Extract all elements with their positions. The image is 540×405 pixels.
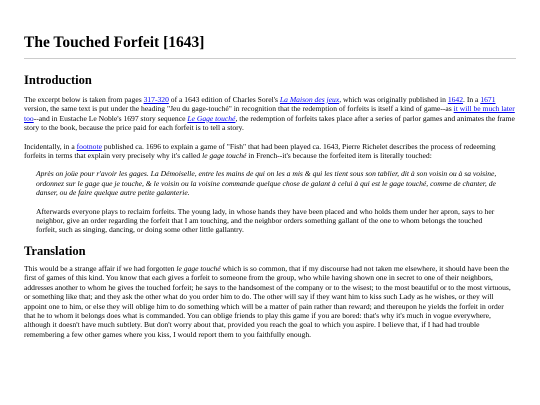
inline-link[interactable]: footnote [76, 141, 102, 151]
text-run: This would be a strange affair if we had forgotten [24, 263, 177, 273]
quote-translation-paragraph: Afterwards everyone plays to reclaim forfeits. The young lady, in whose hands they have been placed and who holds them under her apron, says to her neighbor, give an order regarding the forfeit that I am touching, and the neighbor orders something gallant of the one to whom belongs the touched forfeit, such as singing, dancing, or doing some other little gallantry. [36, 206, 495, 235]
text-run: which is so common, that if my discourse had not taken me elsewhere, it should have been the first of games of this kind. You know that each gives a forfeit to someone from the group, who while having shown one in secret to one of their neighbors, addresses another to whom he gives the touched forfeit; he says to the handsomest of the company or to the wisest; to the most beautiful or to the most virtuous, or something like that; and they ask the other what do you order him to do. The other will say if they want him to kiss such Lady as he wishes, or they will appoint one to him, or else they will oblige him to do something which will be a matter of pain rather than reward; and thereupon he yields the forfeit in order that he to whom it belongs does what is commanded. You can oblige friends to play this game if you are bored: that's why it's much in vogue everywhere, although it doesn't have much subtlety. But don't worry about that, provided you reach the goal to which you aspire. I believe that, if I had had trouble remembering a few other games where you kiss, I would report them to you faithfully enough. [24, 263, 511, 339]
text-run: , which was originally published in [339, 95, 448, 104]
text-run: , the redemption of forfeits takes place after a series of parlor games and animates the frame story to the book, because the price paid for each forfeit is to tell a story. [24, 113, 515, 133]
inline-link[interactable]: 1671 [480, 95, 496, 104]
text-run: version, the same text is put under the heading "Jeu du gage-touché" in recognition that the redemption of forfeits is itself a kind of game--as [24, 104, 454, 114]
text-run: in French--it's because the forfeited item is literally touched: [246, 151, 432, 161]
text-run: . In a [463, 95, 481, 104]
intro-paragraph-1 [24, 95, 516, 133]
italic-text: le gage touché [202, 151, 247, 161]
page-title: The Touched Forfeit [1643] [24, 0, 516, 59]
text-run: Incidentally, in a [24, 141, 77, 151]
text-run: The excerpt below is taken from pages [24, 95, 144, 104]
french-quote: Après on joüe pour r'avoir les gages. La Démoiselle, entre les mains de qui on les a mis & qui les tient sous son tablier, dit à son voisin ou à sa voisine, ordonnez sur le gage que je touche, & le voisin ou la voisine commande quelque chose de galant à celui à qui est le gage touché, comme de chanter, de danser, ou de faire quelque autre petite galanterie. [36, 169, 497, 198]
text-run: published ca. 1696 to explain a game of "Fish" that had been played ca. 1643, Pierre Richelet describes the process of redeeming forfeits in terms that explain very precisely why it's called [24, 141, 496, 161]
inline-link[interactable]: it will be much later too [24, 104, 515, 123]
inline-link[interactable]: La Maison des jeux [279, 95, 340, 104]
inline-link[interactable]: Le Gage touché [187, 113, 236, 123]
intro-paragraph-2 [24, 142, 516, 161]
text-run: of a 1643 edition of Charles Sorel's [168, 95, 280, 104]
section-heading-translation: Translation [24, 243, 86, 258]
text-run: --and in Eustache Le Noble's 1697 story sequence [33, 113, 188, 123]
inline-link[interactable]: 317-320 [143, 95, 169, 104]
italic-text: le gage touché [176, 263, 221, 273]
inline-link[interactable]: 1642 [447, 95, 464, 104]
translation-paragraph [24, 264, 516, 339]
section-heading-introduction: Introduction [24, 73, 92, 87]
